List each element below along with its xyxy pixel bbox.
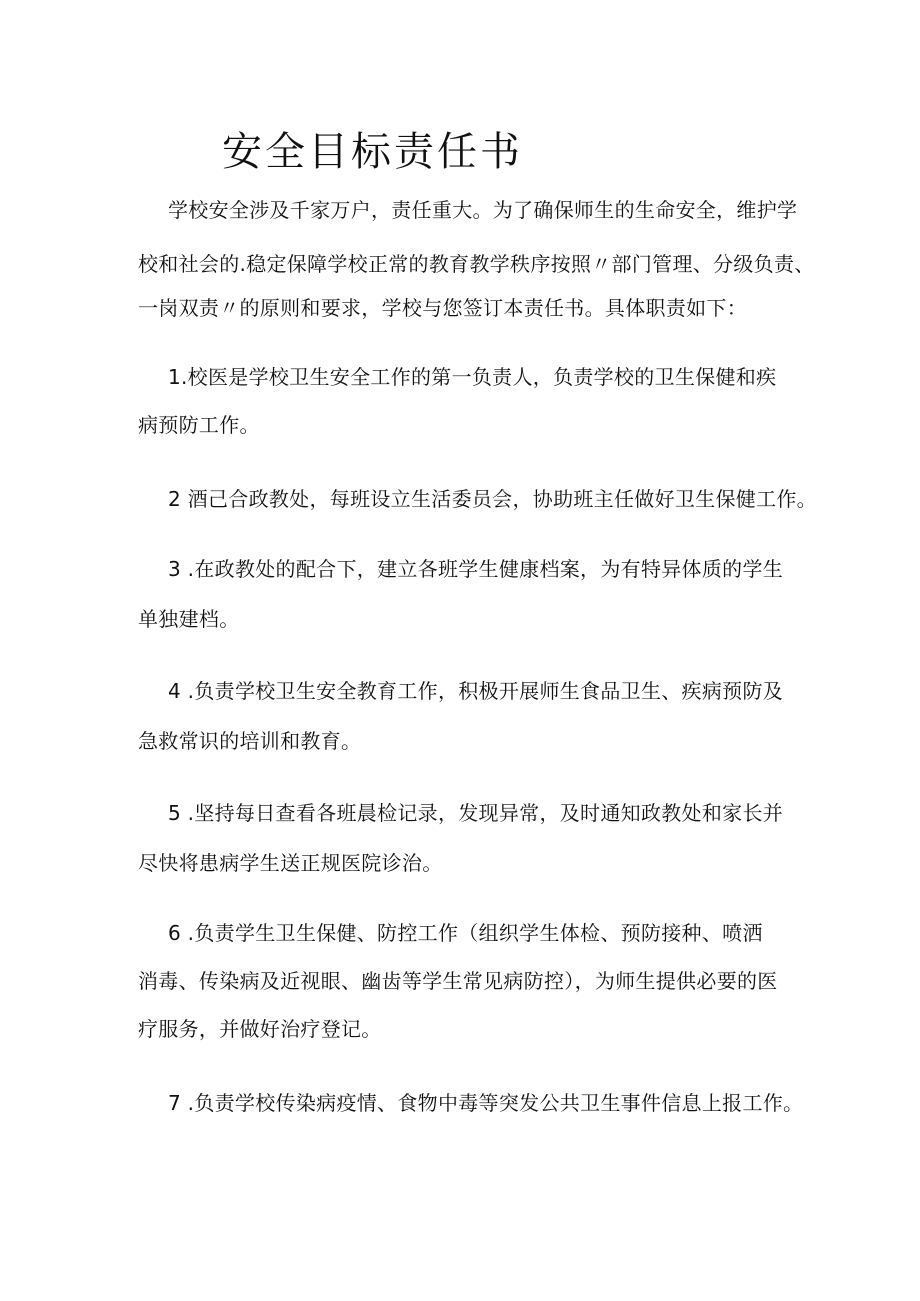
item-6-line-1: 6 .负责学生卫生保健、防控工作（组织学生体检、预防接种、喷洒	[168, 921, 763, 945]
intro-line-1: 学校安全涉及千家万户，责任重大。为了确保师生的生命安全，维护学	[168, 198, 798, 222]
item-5-line-2: 尽快将患病学生送正规医院诊治。	[138, 851, 443, 875]
item-3-line-2: 单独建档。	[138, 607, 240, 631]
item-3-line-1: 3 .在政教处的配合下，建立各班学生健康档案，为有特异体质的学生	[168, 557, 784, 581]
item-6-line-3: 疗服务，并做好治疗登记。	[138, 1017, 382, 1041]
item-4-line-1: 4 .负责学校卫生安全教育工作，积极开展师生食品卫生、疾病预防及	[168, 679, 784, 703]
item-2-line-1: 2 酒己合政教处，每班设立生活委员会，协助班主任做好卫生保健工作。	[168, 487, 817, 511]
item-4-line-2: 急救常识的培训和教育。	[138, 729, 362, 753]
document-title: 安全目标责任书	[222, 129, 523, 175]
item-6-line-2: 消毒、传染病及近视眼、幽齿等学生常见病防控），为师生提供必要的医	[138, 969, 778, 993]
item-1-line-1: 1.校医是学校卫生安全工作的第一负责人，负责学校的卫生保健和疾	[168, 365, 777, 389]
item-7-line-1: 7 .负责学校传染病疫情、食物中毒等突发公共卫生事件信息上报工作。	[168, 1091, 804, 1115]
intro-line-3: 一岗双责〃的原则和要求，学校与您签订本责任书。具体职责如下：	[138, 296, 747, 320]
item-5-line-1: 5 .坚持每日查看各班晨检记录，发现异常，及时通知政教处和家长并	[168, 801, 784, 825]
intro-line-2: 校和社会的.稳定保障学校正常的教育教学秩序按照〃部门管理、分级负责、	[138, 252, 815, 276]
item-1-line-2: 病预防工作。	[138, 413, 260, 437]
